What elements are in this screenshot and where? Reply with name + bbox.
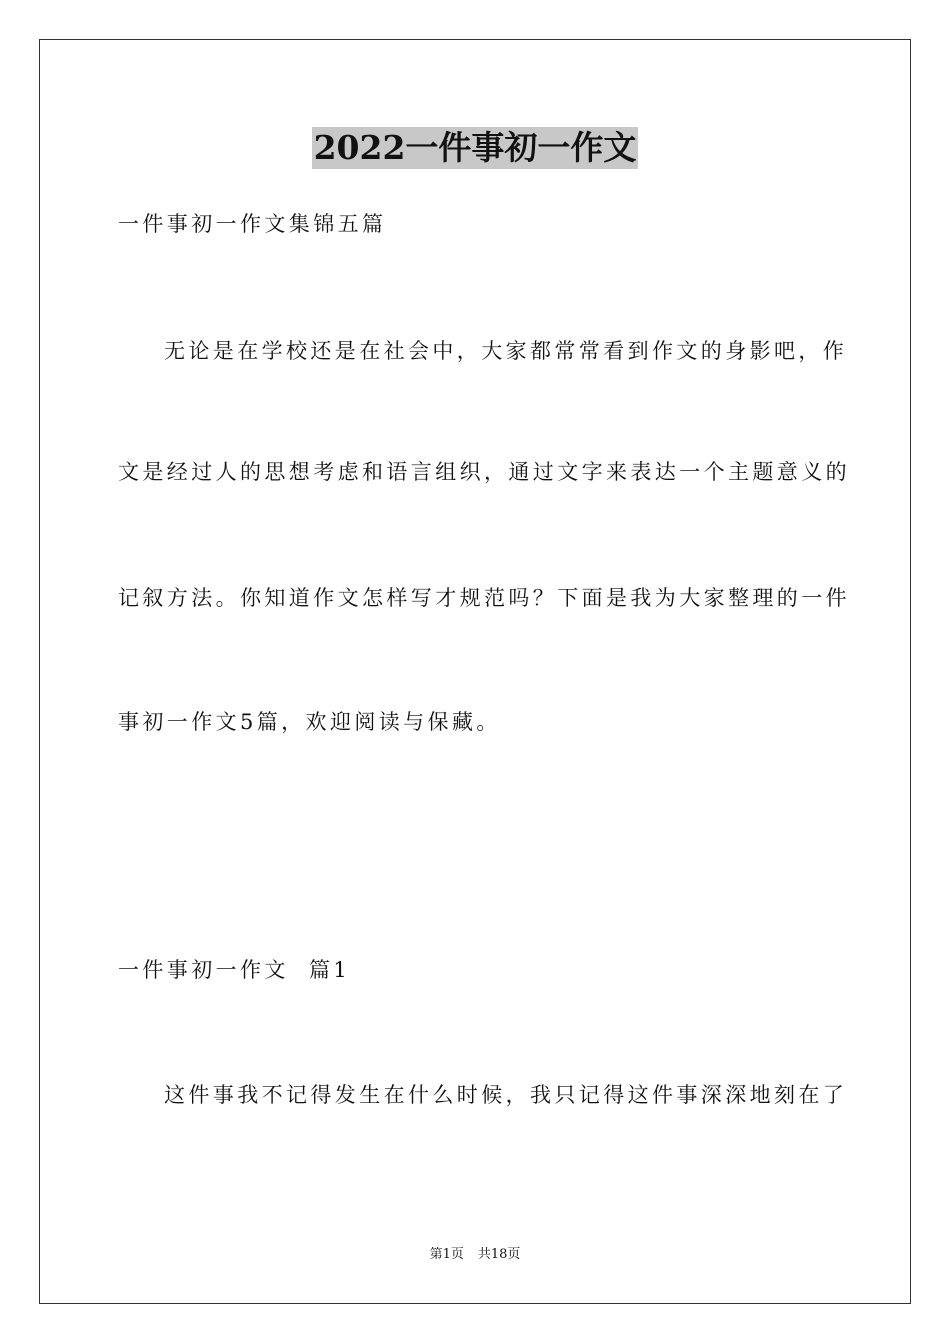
document-title: 2022一件事初一作文 xyxy=(313,128,637,167)
intro-line-3: 记叙方法。你知道作文怎样写才规范吗？下面是我为大家整理的一件 xyxy=(118,586,850,610)
page-footer xyxy=(0,1246,950,1264)
intro-line-2: 文是经过人的思想考虑和语言组织，通过文字来表达一个主题意义的 xyxy=(118,460,850,484)
page-total: 共18页 xyxy=(477,1247,521,1262)
section-line-1: 这件事我不记得发生在什么时候，我只记得这件事深深地刻在了 xyxy=(164,1083,848,1107)
section-heading: 一件事初一作文 篇1 xyxy=(118,958,351,982)
title-container xyxy=(0,127,950,169)
document-subtitle: 一件事初一作文集锦五篇 xyxy=(118,212,387,236)
page-number: 第1页 xyxy=(429,1247,464,1262)
intro-line-1: 无论是在学校还是在社会中，大家都常常看到作文的身影吧，作 xyxy=(164,339,848,363)
intro-line-4: 事初一作文5篇，欢迎阅读与保藏。 xyxy=(118,710,501,734)
